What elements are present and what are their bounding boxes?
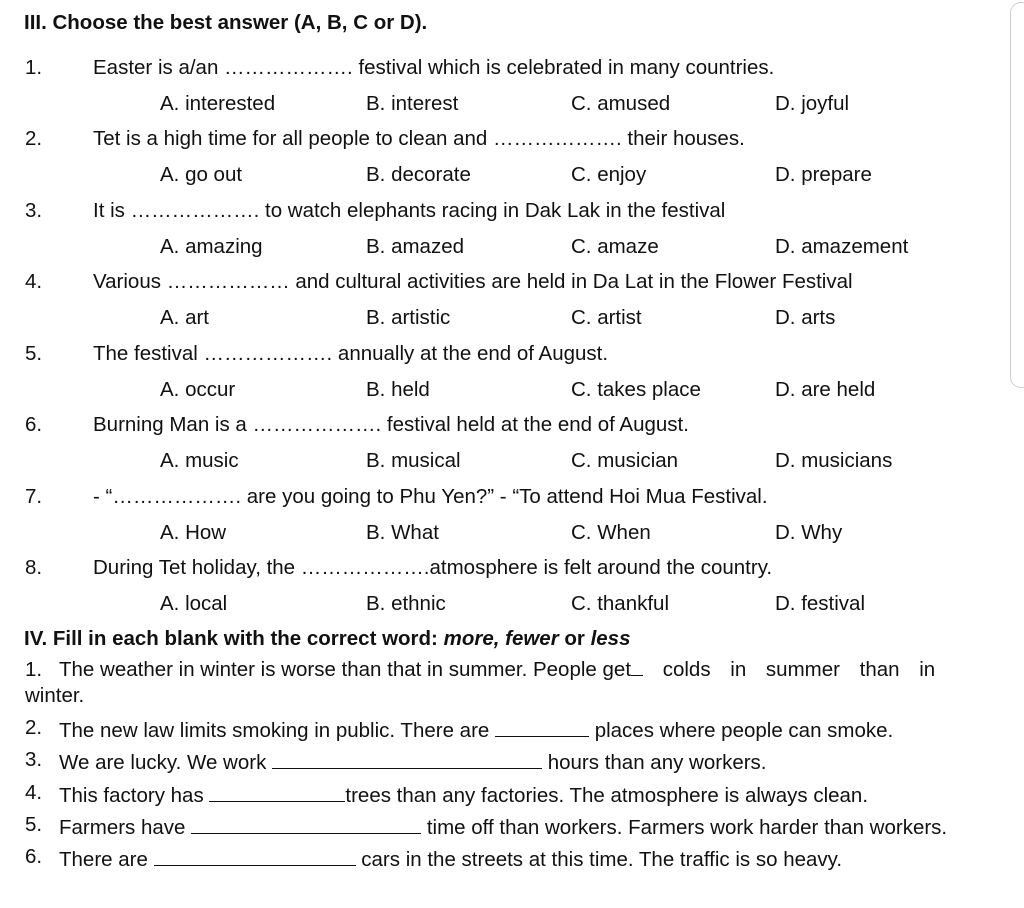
option-d[interactable]: D. festival <box>775 592 865 615</box>
question-stem <box>93 413 689 437</box>
question-number: 4. <box>25 270 43 293</box>
question-number: 2. <box>25 127 43 150</box>
option-c[interactable]: C. takes place <box>571 378 701 401</box>
sentence-before: Farmers have <box>59 816 192 839</box>
sentence-continuation: winter. <box>25 684 85 707</box>
option-a[interactable]: A. How <box>160 521 227 544</box>
question-number: 1. <box>25 56 43 79</box>
sentence-before: We are lucky. We work <box>59 751 273 774</box>
option-d[interactable]: D. joyful <box>775 92 850 115</box>
answer-blank[interactable]: ……………… <box>166 270 290 293</box>
option-d[interactable]: D. prepare <box>775 163 872 186</box>
section-4-heading <box>24 627 630 651</box>
question-number: 3. <box>25 199 43 222</box>
stem-before: It is <box>93 199 131 222</box>
option-d[interactable]: D. Why <box>775 521 843 544</box>
answer-blank[interactable]: ………………. <box>493 127 622 150</box>
stem-before: Various <box>93 270 167 293</box>
question-number: 5. <box>25 342 43 365</box>
option-b[interactable]: B. artistic <box>366 306 451 329</box>
item-number: 5. <box>25 813 43 836</box>
question-stem <box>93 56 774 80</box>
question-stem <box>93 485 768 509</box>
item-sentence <box>59 781 868 808</box>
sentence-after: trees than any factories. The atmosphere is always clean. <box>345 784 869 807</box>
option-a[interactable]: A. amazing <box>160 235 263 258</box>
option-c[interactable]: C. enjoy <box>571 163 647 186</box>
item-number: 1. <box>25 658 43 681</box>
fill-blank[interactable] <box>191 813 421 834</box>
page-edge-panel <box>1010 2 1024 388</box>
heading-text: IV. Fill in each blank with the correct word: <box>24 627 444 650</box>
question-number: 7. <box>25 485 43 508</box>
fill-blank[interactable] <box>154 845 356 866</box>
stem-before: During Tet holiday, the <box>93 556 301 579</box>
question-number: 6. <box>25 413 43 436</box>
question-stem <box>93 556 772 580</box>
option-b[interactable]: B. held <box>366 378 430 401</box>
item-number: 2. <box>25 716 43 739</box>
item-number: 3. <box>25 748 43 771</box>
option-b[interactable]: B. decorate <box>366 163 471 186</box>
sentence-after: time off than workers. Farmers work harder than workers. <box>421 816 948 839</box>
sentence-after: cars in the streets at this time. The traffic is so heavy. <box>355 848 843 871</box>
option-a[interactable]: A. local <box>160 592 228 615</box>
stem-after: festival which is celebrated in many countries. <box>352 56 775 79</box>
item-number: 4. <box>25 781 43 804</box>
stem-before: - “ <box>93 485 113 508</box>
stem-after: annually at the end of August. <box>332 342 609 365</box>
sentence-before: There are <box>59 848 154 871</box>
option-d[interactable]: D. amazement <box>775 235 909 258</box>
item-sentence <box>59 813 947 840</box>
option-b[interactable]: B. What <box>366 521 439 544</box>
heading-words-1: more, fewer <box>443 627 559 650</box>
option-c[interactable]: C. thankful <box>571 592 669 615</box>
item-sentence <box>59 658 935 682</box>
item-sentence <box>59 716 893 743</box>
stem-before: Burning Man is a <box>93 413 253 436</box>
answer-blank[interactable]: ………………. <box>203 342 333 365</box>
stem-after: and cultural activities are held in Da Lat in the Flower Festival <box>289 270 853 293</box>
question-stem <box>93 342 608 366</box>
stem-after: to watch elephants racing in Dak Lak in the festival <box>259 199 726 222</box>
stem-after: atmosphere is felt around the country. <box>429 556 773 579</box>
option-d[interactable]: D. musicians <box>775 449 893 472</box>
option-c[interactable]: C. amaze <box>571 235 659 258</box>
answer-blank[interactable]: ………………. <box>130 199 260 222</box>
stem-before: The festival <box>93 342 204 365</box>
stem-after: are you going to Phu Yen?” - “To attend Hoi Mua Festival. <box>241 485 768 508</box>
heading-words-2: less <box>590 627 631 650</box>
sentence-after: hours than any workers. <box>542 751 767 774</box>
sentence-after: colds in summer than in <box>643 658 936 681</box>
option-b[interactable]: B. interest <box>366 92 459 115</box>
question-stem <box>93 199 725 223</box>
option-a[interactable]: A. art <box>160 306 209 329</box>
option-b[interactable]: B. ethnic <box>366 592 446 615</box>
stem-after: their houses. <box>621 127 745 150</box>
option-d[interactable]: D. arts <box>775 306 836 329</box>
stem-before: Easter is a/an <box>93 56 225 79</box>
stem-after: festival held at the end of August. <box>381 413 689 436</box>
question-stem <box>93 270 853 294</box>
option-c[interactable]: C. When <box>571 521 651 544</box>
question-number: 8. <box>25 556 43 579</box>
item-sentence <box>59 748 767 775</box>
option-c[interactable]: C. amused <box>571 92 671 115</box>
sentence-before: This factory has <box>59 784 210 807</box>
fill-blank[interactable] <box>495 716 589 737</box>
answer-blank[interactable]: ………………. <box>300 556 430 579</box>
section-3-heading: III. Choose the best answer (A, B, C or D). <box>24 11 428 34</box>
answer-blank[interactable]: ………………. <box>112 485 242 508</box>
option-c[interactable]: C. artist <box>571 306 642 329</box>
option-a[interactable]: A. occur <box>160 378 236 401</box>
option-a[interactable]: A. go out <box>160 163 243 186</box>
fill-blank[interactable] <box>631 661 643 676</box>
answer-blank[interactable]: ………………. <box>252 413 382 436</box>
sentence-before: The new law limits smoking in public. There are <box>59 719 495 742</box>
stem-before: Tet is a high time for all people to clean and <box>93 127 493 150</box>
item-sentence <box>59 845 842 872</box>
option-b[interactable]: B. amazed <box>366 235 464 258</box>
fill-blank[interactable] <box>209 781 345 802</box>
answer-blank[interactable]: ………………. <box>224 56 353 79</box>
option-b[interactable]: B. musical <box>366 449 461 472</box>
item-number: 6. <box>25 845 43 868</box>
option-a[interactable]: A. music <box>160 449 239 472</box>
sentence-after: places where people can smoke. <box>589 719 894 742</box>
fill-blank[interactable] <box>272 748 542 769</box>
heading-or: or <box>558 627 591 650</box>
question-stem <box>93 127 745 151</box>
sentence-before: The weather in winter is worse than that in summer. People get <box>59 658 632 681</box>
option-d[interactable]: D. are held <box>775 378 876 401</box>
option-c[interactable]: C. musician <box>571 449 679 472</box>
option-a[interactable]: A. interested <box>160 92 276 115</box>
